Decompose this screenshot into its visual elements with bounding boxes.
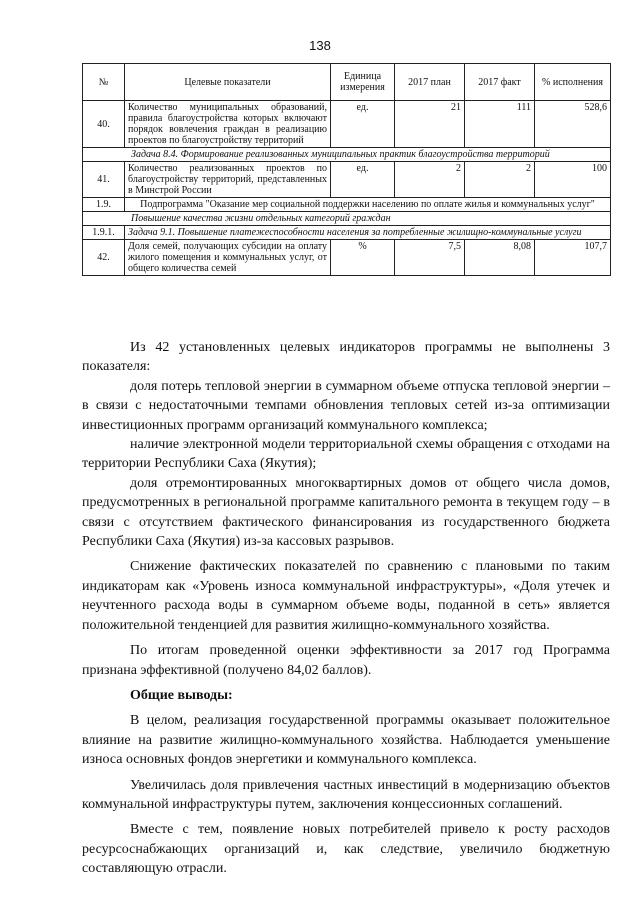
table-header-row	[83, 64, 611, 101]
row-indicator: Количество реализованных проектов по благоустройству территорий, представленных в Минстрой России	[125, 162, 331, 198]
page-number: 138	[309, 38, 331, 53]
row-fact: 111	[465, 101, 535, 148]
paragraph: доля отремонтированных многоквартирных домов от общего числа домов, предусмотренных в региональной программе капитального ремонта в текущем году – в связи с отсутствием фактического финансирования из государственного бюджета Республики Саха (Якутия) из-за кассовых разрывов.	[82, 475, 610, 550]
goal-heading: Повышение качества жизни отдельных категорий граждан	[83, 212, 611, 226]
body-text	[82, 338, 610, 879]
row-plan: 21	[395, 101, 465, 148]
table-row	[83, 101, 611, 148]
section-heading: Общие выводы:	[130, 687, 233, 703]
row-indicator: Доля семей, получающих субсидии на оплату жилого помещения и коммунальных услуг, от общего количества семей	[125, 240, 331, 276]
indicators-table	[82, 63, 611, 276]
row-unit: ед.	[331, 162, 395, 198]
paragraph: По итогам проведенной оценки эффективности за 2017 год Программа признана эффективной (получено 84,02 баллов).	[82, 643, 610, 678]
row-percent: 107,7	[535, 240, 611, 276]
row-plan: 7,5	[395, 240, 465, 276]
header-fact: 2017 факт	[465, 64, 535, 101]
table-row-subprogram	[83, 198, 611, 212]
subprogram-heading: Подпрограмма "Оказание мер социальной поддержки населению по оплате жилья и коммунальных услуг"	[125, 198, 611, 212]
paragraph: Из 42 установленных целевых индикаторов программы не выполнены 3 показателя:	[82, 340, 610, 375]
header-plan: 2017 план	[395, 64, 465, 101]
table-row	[83, 162, 611, 198]
table-row-goal	[83, 212, 611, 226]
header-percent: % исполнения	[535, 64, 611, 101]
paragraph: доля потерь тепловой энергии в суммарном объеме отпуска тепловой энергии – в связи с недостаточными темпами обновления тепловых сетей из-за оптимизации инвестиционных программ организаций коммунального комплекса;	[82, 378, 610, 433]
paragraph: Снижение фактических показателей по сравнению с плановыми по таким индикаторам как «Уровень износа коммунальной инфраструктуры», «Доля утечек и неучтенного расхода воды в суммарном объеме воды, поданной в сеть» является положительной тенденцией для развития жилищно-коммунального хозяйства.	[82, 559, 610, 633]
row-percent: 100	[535, 162, 611, 198]
row-num: 40.	[83, 101, 125, 148]
row-num: 41.	[83, 162, 125, 198]
header-indicator: Целевые показатели	[125, 64, 331, 101]
header-num: №	[83, 64, 125, 101]
row-unit: ед.	[331, 101, 395, 148]
paragraph: В целом, реализация государственной программы оказывает положительное влияние на развитие жилищно-коммунального хозяйства. Наблюдается уменьшение износа основных фондов энергетики и коммунального комплекса.	[82, 713, 610, 768]
row-num: 42.	[83, 240, 125, 276]
table-row	[83, 240, 611, 276]
task-num: 1.9.1.	[83, 226, 125, 240]
row-plan: 2	[395, 162, 465, 198]
paragraph: наличие электронной модели территориальной схемы обращения с отходами на территории Республики Саха (Якутия);	[82, 437, 610, 472]
paragraph: Вместе с тем, появление новых потребителей привело к росту расходов ресурсоснабжающих организаций и, как следствие, увеличило бюджетную составляющую отрасли.	[82, 822, 610, 877]
table-row-task	[83, 226, 611, 240]
row-percent: 528,6	[535, 101, 611, 148]
paragraph: Увеличилась доля привлечения частных инвестиций в модернизацию объектов коммунальной инфраструктуры путем, заключения концессионных соглашений.	[82, 777, 610, 812]
header-unit: Единица измерения	[331, 64, 395, 101]
row-unit: %	[331, 240, 395, 276]
subprogram-num: 1.9.	[83, 198, 125, 212]
row-indicator: Количество муниципальных образований, правила благоустройства которых включают порядок вовлечения граждан в реализацию проектов по благоустройству территорий	[125, 101, 331, 148]
row-fact: 8,08	[465, 240, 535, 276]
row-fact: 2	[465, 162, 535, 198]
task-heading: Задача 8.4. Формирование реализованных муниципальных практик благоустройства территорий	[83, 148, 611, 162]
table-row-task	[83, 148, 611, 162]
task-heading: Задача 9.1. Повышение платежеспособности населения за потребленные жилищно-коммунальные услуги	[125, 226, 611, 240]
